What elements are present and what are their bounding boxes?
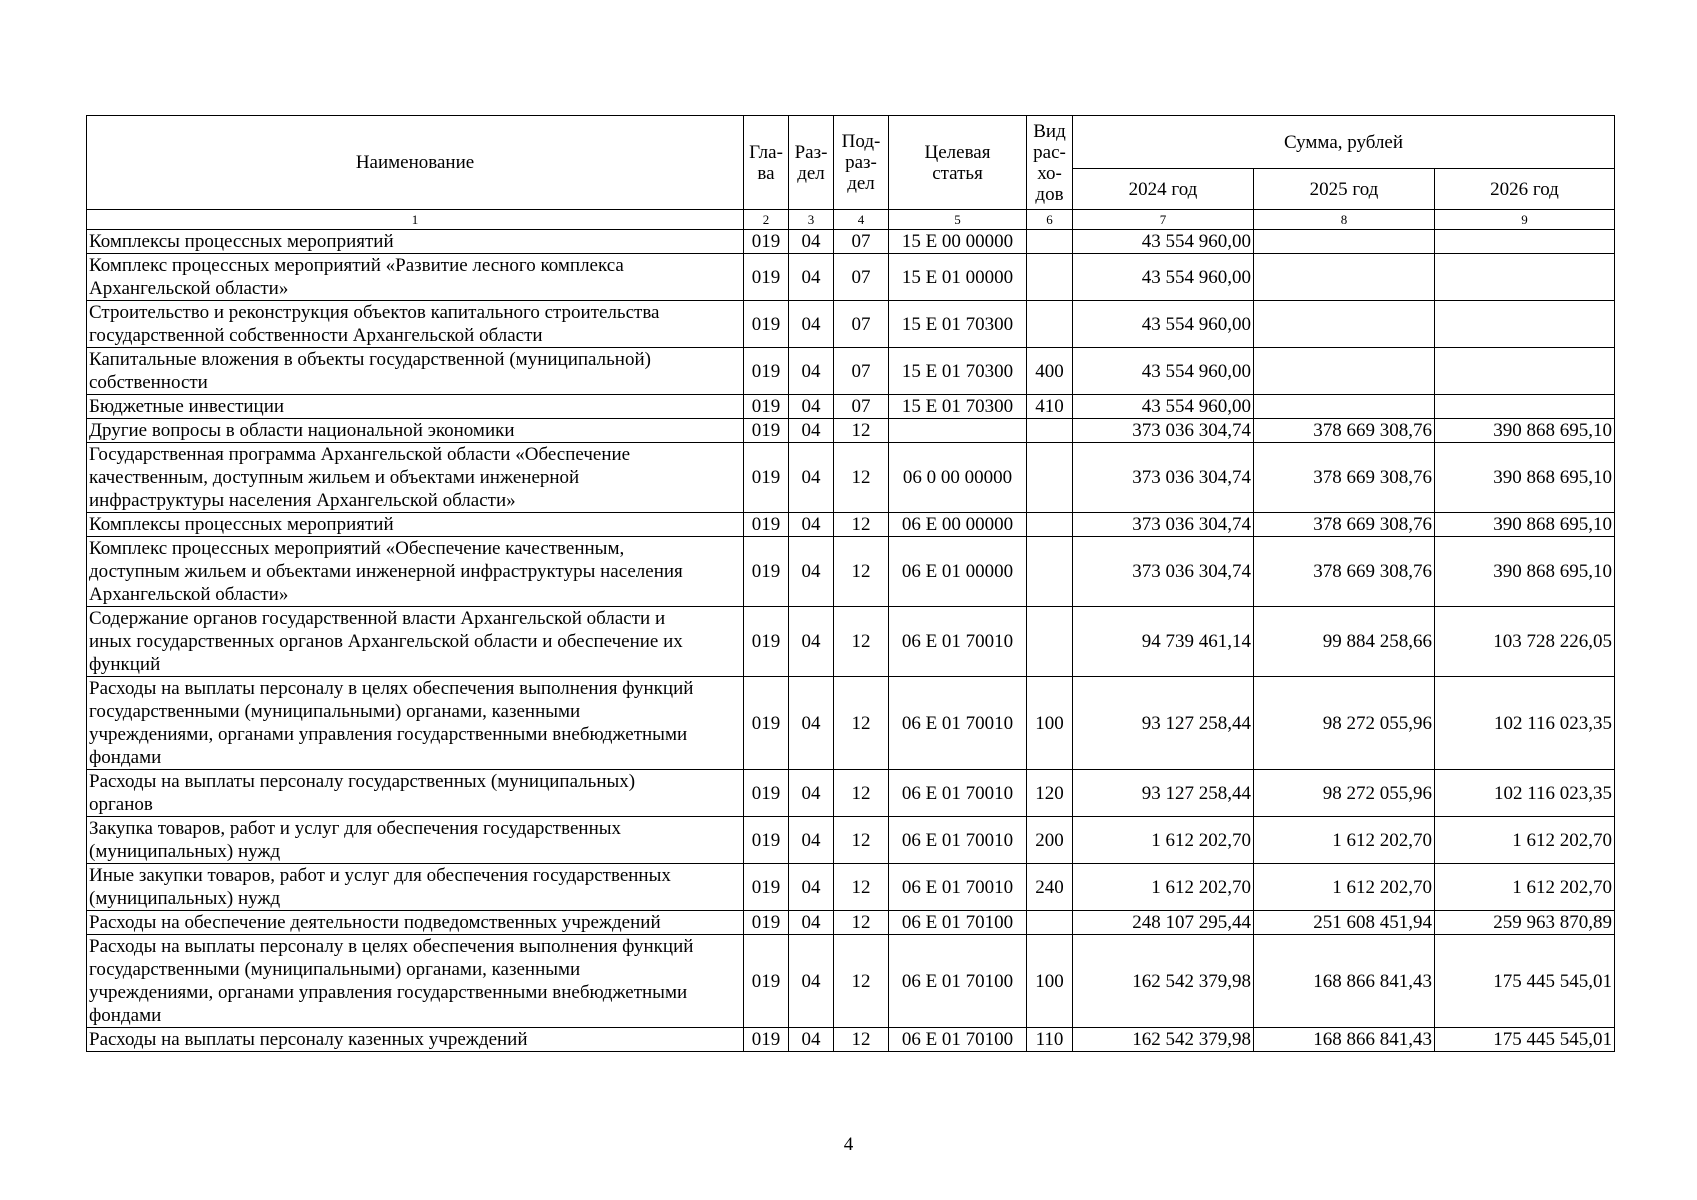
column-number-row <box>87 210 1615 230</box>
row-subsection: 12 <box>834 864 889 911</box>
table-row <box>87 935 1615 1028</box>
row-amount-2026 <box>1435 348 1615 395</box>
row-target-article: 15 Е 00 00000 <box>889 230 1027 254</box>
row-amount-2026 <box>1435 301 1615 348</box>
row-subsection: 07 <box>834 254 889 301</box>
row-name: Капитальные вложения в объекты государственной (муниципальной) собственности <box>87 348 744 395</box>
row-amount-2024: 93 127 258,44 <box>1073 677 1254 770</box>
row-expense-type <box>1027 419 1073 443</box>
row-amount-2025: 378 669 308,76 <box>1254 513 1435 537</box>
table-row <box>87 864 1615 911</box>
row-chapter: 019 <box>744 677 789 770</box>
row-name: Комплекс процессных мероприятий «Развитие лесного комплекса Архангельской области» <box>87 254 744 301</box>
row-chapter: 019 <box>744 1028 789 1052</box>
row-expense-type <box>1027 607 1073 677</box>
row-amount-2024: 162 542 379,98 <box>1073 1028 1254 1052</box>
row-name: Иные закупки товаров, работ и услуг для обеспечения государственных (муниципальных) нужд <box>87 864 744 911</box>
row-amount-2025 <box>1254 230 1435 254</box>
row-expense-type: 110 <box>1027 1028 1073 1052</box>
row-section: 04 <box>789 864 834 911</box>
row-section: 04 <box>789 935 834 1028</box>
row-name: Другие вопросы в области национальной экономики <box>87 419 744 443</box>
row-target-article <box>889 419 1027 443</box>
column-number: 7 <box>1073 210 1254 230</box>
row-expense-type <box>1027 911 1073 935</box>
row-amount-2026: 175 445 545,01 <box>1435 935 1615 1028</box>
row-expense-type <box>1027 443 1073 513</box>
table-row <box>87 395 1615 419</box>
row-section: 04 <box>789 348 834 395</box>
table-row <box>87 301 1615 348</box>
row-section: 04 <box>789 301 834 348</box>
table-row <box>87 537 1615 607</box>
row-amount-2026: 390 868 695,10 <box>1435 419 1615 443</box>
row-amount-2025: 1 612 202,70 <box>1254 864 1435 911</box>
row-amount-2024: 1 612 202,70 <box>1073 864 1254 911</box>
row-amount-2025: 378 669 308,76 <box>1254 419 1435 443</box>
row-subsection: 12 <box>834 1028 889 1052</box>
row-target-article: 06 Е 01 00000 <box>889 537 1027 607</box>
row-target-article: 06 Е 01 70010 <box>889 677 1027 770</box>
row-name: Расходы на выплаты персоналу государственных (муниципальных) органов <box>87 770 744 817</box>
row-chapter: 019 <box>744 443 789 513</box>
header-chapter: Гла- ва <box>744 116 789 210</box>
row-target-article: 06 Е 01 70010 <box>889 607 1027 677</box>
row-amount-2024: 1 612 202,70 <box>1073 817 1254 864</box>
row-section: 04 <box>789 230 834 254</box>
column-number: 3 <box>789 210 834 230</box>
row-amount-2025: 98 272 055,96 <box>1254 770 1435 817</box>
row-chapter: 019 <box>744 607 789 677</box>
row-amount-2025: 168 866 841,43 <box>1254 1028 1435 1052</box>
row-expense-type <box>1027 254 1073 301</box>
row-amount-2026: 103 728 226,05 <box>1435 607 1615 677</box>
row-amount-2024: 373 036 304,74 <box>1073 443 1254 513</box>
row-subsection: 07 <box>834 348 889 395</box>
row-amount-2025: 168 866 841,43 <box>1254 935 1435 1028</box>
row-name: Расходы на выплаты персоналу в целях обеспечения выполнения функций государственными (муниципальными) органами, казенными учреждениями, органами управления государственными внебюджетными фондами <box>87 677 744 770</box>
row-chapter: 019 <box>744 348 789 395</box>
row-amount-2026 <box>1435 395 1615 419</box>
row-subsection: 07 <box>834 301 889 348</box>
row-amount-2024: 93 127 258,44 <box>1073 770 1254 817</box>
row-subsection: 12 <box>834 443 889 513</box>
header-year-2024: 2024 год <box>1073 169 1254 210</box>
table-row <box>87 254 1615 301</box>
row-expense-type: 410 <box>1027 395 1073 419</box>
row-chapter: 019 <box>744 230 789 254</box>
row-section: 04 <box>789 537 834 607</box>
row-expense-type <box>1027 513 1073 537</box>
table-row <box>87 230 1615 254</box>
row-expense-type: 240 <box>1027 864 1073 911</box>
table-row <box>87 770 1615 817</box>
header-year-2025: 2025 год <box>1254 169 1435 210</box>
table-row <box>87 443 1615 513</box>
row-section: 04 <box>789 1028 834 1052</box>
row-target-article: 06 Е 01 70100 <box>889 911 1027 935</box>
row-amount-2025: 1 612 202,70 <box>1254 817 1435 864</box>
row-amount-2026: 390 868 695,10 <box>1435 513 1615 537</box>
row-target-article: 06 Е 01 70010 <box>889 864 1027 911</box>
row-chapter: 019 <box>744 911 789 935</box>
row-amount-2025: 98 272 055,96 <box>1254 677 1435 770</box>
row-subsection: 12 <box>834 537 889 607</box>
header-target-article: Целевая статья <box>889 116 1027 210</box>
header-name: Наименование <box>87 116 744 210</box>
row-amount-2026: 390 868 695,10 <box>1435 443 1615 513</box>
header-expense-type: Вид рас- хо- дов <box>1027 116 1073 210</box>
row-amount-2024: 43 554 960,00 <box>1073 230 1254 254</box>
row-target-article: 06 Е 01 70100 <box>889 935 1027 1028</box>
row-target-article: 15 Е 01 70300 <box>889 348 1027 395</box>
row-subsection: 12 <box>834 935 889 1028</box>
row-amount-2026 <box>1435 230 1615 254</box>
table-row <box>87 911 1615 935</box>
row-amount-2025: 378 669 308,76 <box>1254 537 1435 607</box>
row-subsection: 12 <box>834 607 889 677</box>
row-expense-type: 400 <box>1027 348 1073 395</box>
table-row <box>87 513 1615 537</box>
budget-table <box>86 115 1615 1052</box>
row-amount-2026: 175 445 545,01 <box>1435 1028 1615 1052</box>
row-amount-2026: 1 612 202,70 <box>1435 817 1615 864</box>
table-row <box>87 677 1615 770</box>
row-chapter: 019 <box>744 301 789 348</box>
row-chapter: 019 <box>744 770 789 817</box>
row-amount-2024: 373 036 304,74 <box>1073 537 1254 607</box>
row-section: 04 <box>789 513 834 537</box>
row-amount-2024: 43 554 960,00 <box>1073 395 1254 419</box>
row-section: 04 <box>789 677 834 770</box>
header-sum: Сумма, рублей <box>1073 116 1615 169</box>
row-amount-2026 <box>1435 254 1615 301</box>
row-expense-type <box>1027 537 1073 607</box>
row-expense-type: 100 <box>1027 677 1073 770</box>
row-section: 04 <box>789 770 834 817</box>
row-subsection: 07 <box>834 395 889 419</box>
row-expense-type: 100 <box>1027 935 1073 1028</box>
row-amount-2024: 248 107 295,44 <box>1073 911 1254 935</box>
row-amount-2026: 102 116 023,35 <box>1435 770 1615 817</box>
row-subsection: 12 <box>834 770 889 817</box>
table-row <box>87 348 1615 395</box>
column-number: 6 <box>1027 210 1073 230</box>
row-name: Строительство и реконструкция объектов капитального строительства государственной собственности Архангельской области <box>87 301 744 348</box>
table-row <box>87 607 1615 677</box>
row-name: Государственная программа Архангельской области «Обеспечение качественным, доступным жильем и объектами инженерной инфраструктуры населения Архангельской области» <box>87 443 744 513</box>
row-target-article: 15 Е 01 70300 <box>889 301 1027 348</box>
column-number: 8 <box>1254 210 1435 230</box>
row-section: 04 <box>789 395 834 419</box>
row-target-article: 06 Е 01 70100 <box>889 1028 1027 1052</box>
row-name: Расходы на обеспечение деятельности подведомственных учреждений <box>87 911 744 935</box>
row-name: Комплекс процессных мероприятий «Обеспечение качественным, доступным жильем и объектами инженерной инфраструктуры населения Архангельской области» <box>87 537 744 607</box>
row-amount-2024: 43 554 960,00 <box>1073 348 1254 395</box>
row-expense-type: 200 <box>1027 817 1073 864</box>
table-body <box>87 230 1615 1052</box>
row-section: 04 <box>789 419 834 443</box>
row-amount-2025: 251 608 451,94 <box>1254 911 1435 935</box>
row-chapter: 019 <box>744 864 789 911</box>
row-section: 04 <box>789 911 834 935</box>
row-name: Закупка товаров, работ и услуг для обеспечения государственных (муниципальных) нужд <box>87 817 744 864</box>
row-amount-2024: 373 036 304,74 <box>1073 513 1254 537</box>
header-year-2026: 2026 год <box>1435 169 1615 210</box>
row-amount-2026: 259 963 870,89 <box>1435 911 1615 935</box>
row-amount-2024: 94 739 461,14 <box>1073 607 1254 677</box>
row-chapter: 019 <box>744 817 789 864</box>
column-number: 2 <box>744 210 789 230</box>
row-section: 04 <box>789 443 834 513</box>
column-number: 9 <box>1435 210 1615 230</box>
row-amount-2024: 162 542 379,98 <box>1073 935 1254 1028</box>
row-subsection: 12 <box>834 817 889 864</box>
row-amount-2024: 43 554 960,00 <box>1073 254 1254 301</box>
row-amount-2026: 102 116 023,35 <box>1435 677 1615 770</box>
row-name: Расходы на выплаты персоналу казенных учреждений <box>87 1028 744 1052</box>
row-target-article: 15 Е 01 00000 <box>889 254 1027 301</box>
row-amount-2024: 373 036 304,74 <box>1073 419 1254 443</box>
row-chapter: 019 <box>744 419 789 443</box>
row-amount-2024: 43 554 960,00 <box>1073 301 1254 348</box>
row-chapter: 019 <box>744 537 789 607</box>
table-row <box>87 419 1615 443</box>
row-target-article: 06 Е 01 70010 <box>889 770 1027 817</box>
header-section: Раз- дел <box>789 116 834 210</box>
row-expense-type <box>1027 230 1073 254</box>
row-chapter: 019 <box>744 395 789 419</box>
row-amount-2025 <box>1254 395 1435 419</box>
row-name: Комплексы процессных мероприятий <box>87 513 744 537</box>
row-subsection: 12 <box>834 911 889 935</box>
header-subsection: Под- раз- дел <box>834 116 889 210</box>
table-row <box>87 817 1615 864</box>
table-row <box>87 1028 1615 1052</box>
page-number: 4 <box>843 1134 854 1155</box>
row-chapter: 019 <box>744 254 789 301</box>
column-number: 4 <box>834 210 889 230</box>
row-chapter: 019 <box>744 935 789 1028</box>
row-target-article: 06 Е 00 00000 <box>889 513 1027 537</box>
row-subsection: 07 <box>834 230 889 254</box>
row-chapter: 019 <box>744 513 789 537</box>
row-subsection: 12 <box>834 513 889 537</box>
row-expense-type <box>1027 301 1073 348</box>
row-target-article: 06 Е 01 70010 <box>889 817 1027 864</box>
row-section: 04 <box>789 817 834 864</box>
row-name: Содержание органов государственной власти Архангельской области и иных государственных органов Архангельской области и обеспечение их функций <box>87 607 744 677</box>
row-expense-type: 120 <box>1027 770 1073 817</box>
row-amount-2026: 390 868 695,10 <box>1435 537 1615 607</box>
row-amount-2026: 1 612 202,70 <box>1435 864 1615 911</box>
column-number: 1 <box>87 210 744 230</box>
row-subsection: 12 <box>834 677 889 770</box>
row-amount-2025 <box>1254 301 1435 348</box>
row-target-article: 15 Е 01 70300 <box>889 395 1027 419</box>
row-amount-2025 <box>1254 254 1435 301</box>
row-amount-2025 <box>1254 348 1435 395</box>
row-name: Комплексы процессных мероприятий <box>87 230 744 254</box>
row-target-article: 06 0 00 00000 <box>889 443 1027 513</box>
row-amount-2025: 99 884 258,66 <box>1254 607 1435 677</box>
row-section: 04 <box>789 254 834 301</box>
row-name: Бюджетные инвестиции <box>87 395 744 419</box>
column-number: 5 <box>889 210 1027 230</box>
row-subsection: 12 <box>834 419 889 443</box>
row-section: 04 <box>789 607 834 677</box>
row-amount-2025: 378 669 308,76 <box>1254 443 1435 513</box>
row-name: Расходы на выплаты персоналу в целях обеспечения выполнения функций государственными (муниципальными) органами, казенными учреждениями, органами управления государственными внебюджетными фондами <box>87 935 744 1028</box>
